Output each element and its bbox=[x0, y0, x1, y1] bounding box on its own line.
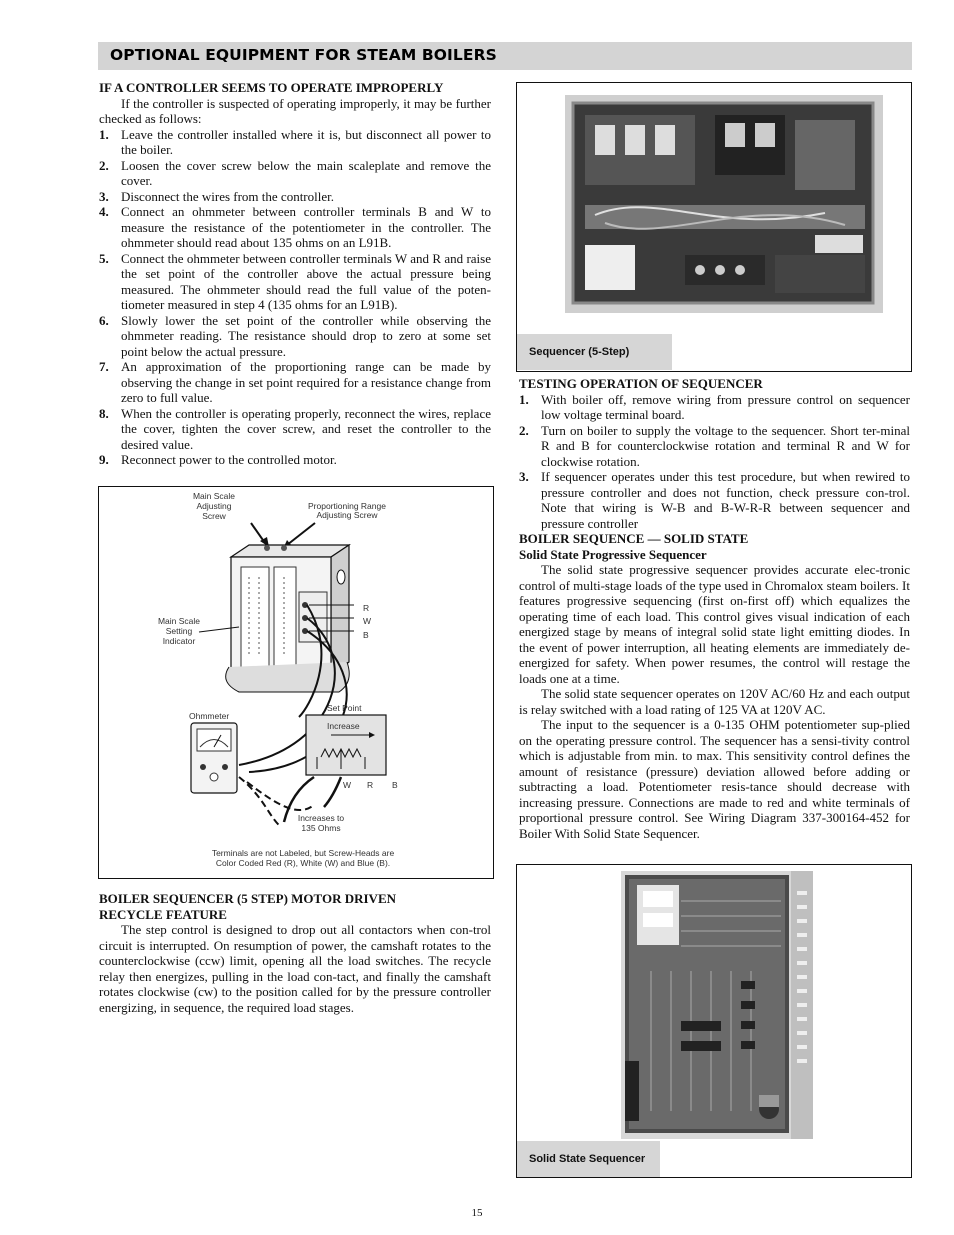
solid-state-photo bbox=[621, 871, 813, 1139]
sequencer-motor-heading-1: BOILER SEQUENCER (5 STEP) MOTOR DRIVEN bbox=[99, 891, 397, 906]
testing-step-2 bbox=[519, 423, 910, 470]
photo-caption-solid-state: Solid State Sequencer bbox=[517, 1141, 660, 1177]
page-title: OPTIONAL EQUIPMENT FOR STEAM BOILERS bbox=[110, 46, 497, 64]
label-indicator-2: Setting bbox=[165, 626, 193, 636]
arrow-prop-screw bbox=[287, 523, 315, 545]
controller-section bbox=[99, 80, 491, 468]
ohmmeter-device bbox=[191, 723, 237, 793]
controller-step-number: 4. bbox=[99, 204, 109, 219]
sequencer-motor-heading-2: RECYCLE FEATURE bbox=[99, 906, 227, 922]
header-banner bbox=[98, 42, 912, 70]
testing-step-number: 2. bbox=[519, 422, 529, 438]
sequencer-5step-figure bbox=[516, 82, 912, 372]
controller-step-text: Connect the ohmmeter between controller terminals W and R and raise the set point of the controller above the actual pressure being measured. The ohmmeter should read the full value of the poten-tiometer measured in step 4 (135 ohms for an L91B). bbox=[121, 250, 491, 312]
solid-state-figure bbox=[516, 864, 912, 1178]
controller-step-text: Slowly lower the set point of the controller while observing the ohmmeter reading. The resistance should drop to zero at some set point below the actual pressure. bbox=[121, 312, 491, 359]
solid-state-para-3: The input to the sequencer is a 0-135 OHM potentiometer sup-plied on the operating pressure control. The sequencer has a sensi-tivity control which is adjustable from min. to max. This sensitivity control defines the amount of resistance (pressure) deviation allowed before adding or subtracting a load. Potentiometer resis-tance should decrease with increasing pressure. Connections are made to red and white terminals of proportional pressure control. See Wiring Diagram 337-300164-452 for Boiler With Solid State Sequencer. bbox=[519, 717, 910, 841]
label-indicator-1: Main Scale bbox=[157, 616, 201, 626]
solid-state-para-1: The solid state progressive sequencer provides accurate elec-tronic control of multi-stage loads of the type used in Chromalox steam boilers. It features progressive sequencing (first on-first off) which equalizes the operating time of each load. This control gives visual indication of each energized stage by means of integral solid state light emitting diodes. In the event of power interruption, all heating elements are immediately de-energized for safety. When power resumes, the control will restage the loads one at a time. bbox=[519, 562, 911, 686]
testing-step-number: 3. bbox=[519, 469, 529, 484]
controller-heading: IF A CONTROLLER SEEMS TO OPERATE IMPROPERLY bbox=[99, 80, 444, 95]
controller-steps bbox=[99, 127, 491, 468]
controller-intro: If the controller is suspected of operating improperly, it may be further checked as follows: bbox=[99, 95, 491, 126]
label-set-point: Set Point bbox=[327, 703, 362, 713]
sequencer-5step-photo bbox=[565, 95, 883, 313]
controller-step-number: 1. bbox=[99, 126, 109, 142]
testing-steps bbox=[519, 392, 910, 532]
testing-step-text: If sequencer operates under this test procedure, but when rewired to pressure controller and does not function, check pressure con-trol. Note that wiring is W-B and B-W-R-R between sequencer and pressure controller bbox=[541, 469, 910, 531]
label-note-1: Terminals are not Labeled, but Screw-Heads are bbox=[211, 848, 395, 858]
controller-step-text: Loosen the cover screw below the main scaleplate and remove the cover. bbox=[121, 157, 491, 188]
label-main-scale-screw-2: Adjusting bbox=[196, 501, 232, 511]
testing-step-3 bbox=[519, 469, 910, 531]
testing-step-text: Turn on boiler to supply the voltage to the sequencer. Short ter-minal R and B for counterclockwise rotation and terminal R and W for clockwise rotation. bbox=[541, 422, 910, 469]
controller-step-number: 8. bbox=[99, 405, 109, 421]
controller-step-text: Connect an ohmmeter between controller terminals B and W to measure the resistance of the potentiometer in the controller. The ohmmeter should read about 135 ohms on an L91B. bbox=[121, 204, 491, 250]
testing-step-1 bbox=[519, 392, 910, 423]
label-terminal-w: W bbox=[363, 616, 372, 626]
sequencer-motor-section bbox=[99, 891, 491, 1015]
label-increase: Increase bbox=[327, 721, 360, 731]
page-number: 15 bbox=[471, 1207, 483, 1219]
label-indicator-3: Indicator bbox=[162, 636, 196, 646]
controller-step-text: Disconnect the wires from the controller. bbox=[121, 188, 334, 204]
controller-step-2 bbox=[99, 158, 491, 189]
label-pot-w: W bbox=[343, 780, 352, 790]
label-terminal-b: B bbox=[363, 630, 369, 640]
controller-step-number: 5. bbox=[99, 250, 109, 266]
controller-step-text: Leave the controller installed where it is, but disconnect all power to the boiler. bbox=[121, 126, 491, 157]
controller-step-number: 2. bbox=[99, 157, 109, 173]
label-increases-2: 135 Ohms bbox=[301, 823, 341, 833]
controller-step-7 bbox=[99, 359, 491, 406]
sequencer-motor-body: The step control is designed to drop out all contactors when con-trol circuit is interrupted. On resumption of power, the camshaft rotates to the counterclockwise (ccw) limit, opening all the load switches. The recycle relay then energizes, pulling in the load con-tact, and finally the camshaft rotates clockwise (cw) to the position called for by the pressure controller energizing, in sequence, the required load stages. bbox=[99, 922, 491, 1015]
right-column-text bbox=[519, 376, 910, 841]
controller-step-text: Reconnect power to the controlled motor. bbox=[121, 452, 337, 467]
controller-step-number: 9. bbox=[99, 452, 109, 467]
controller-step-text: An approximation of the proportioning range can be made by observing the change in set point required for a resistance change from zero to full value. bbox=[121, 359, 491, 405]
controller-step-5 bbox=[99, 251, 491, 313]
controller-step-number: 7. bbox=[99, 359, 109, 374]
controller-step-6 bbox=[99, 313, 491, 360]
testing-heading: TESTING OPERATION OF SEQUENCER bbox=[519, 376, 763, 391]
controller-step-9 bbox=[99, 452, 491, 468]
label-prop-range-screw-1: Proportioning Range bbox=[308, 501, 386, 511]
solid-state-heading: BOILER SEQUENCE — SOLID STATE bbox=[519, 531, 749, 546]
testing-step-text: With boiler off, remove wiring from pressure control on sequencer low voltage terminal board. bbox=[541, 391, 910, 422]
label-ohmmeter: Ohmmeter bbox=[189, 711, 230, 721]
label-pot-b: B bbox=[392, 780, 398, 790]
solid-state-subheading: Solid State Progressive Sequencer bbox=[519, 546, 707, 562]
controller-diagram-drawing bbox=[99, 487, 493, 878]
potentiometer bbox=[306, 715, 386, 775]
label-terminal-r: R bbox=[363, 603, 370, 613]
label-main-scale-screw-3: Screw bbox=[202, 511, 226, 521]
label-prop-range-screw-2: Adjusting Screw bbox=[316, 510, 378, 520]
photo-caption-sequencer: Sequencer (5-Step) bbox=[517, 334, 672, 370]
controller-step-number: 3. bbox=[99, 188, 109, 204]
controller-step-3 bbox=[99, 189, 491, 205]
controller-step-1 bbox=[99, 127, 491, 158]
controller-diagram bbox=[98, 486, 494, 879]
controller-step-text: When the controller is operating properly, reconnect the wires, replace the cover, tighten the cover screw, and reset the controller to the desired value. bbox=[121, 405, 491, 452]
solid-state-para-2: The solid state sequencer operates on 120V AC/60 Hz and each output is relay switched with a load rating of 125 VA at 120V AC. bbox=[519, 686, 910, 717]
controller-step-number: 6. bbox=[99, 312, 109, 328]
testing-step-number: 1. bbox=[519, 391, 529, 407]
controller-step-4 bbox=[99, 204, 491, 251]
label-increases-1: Increases to bbox=[297, 813, 345, 823]
label-note-2: Color Coded Red (R), White (W) and Blue (B). bbox=[215, 858, 391, 868]
controller-step-8 bbox=[99, 406, 491, 453]
label-main-scale-screw-1: Main Scale bbox=[192, 491, 236, 501]
label-pot-r: R bbox=[367, 780, 374, 790]
